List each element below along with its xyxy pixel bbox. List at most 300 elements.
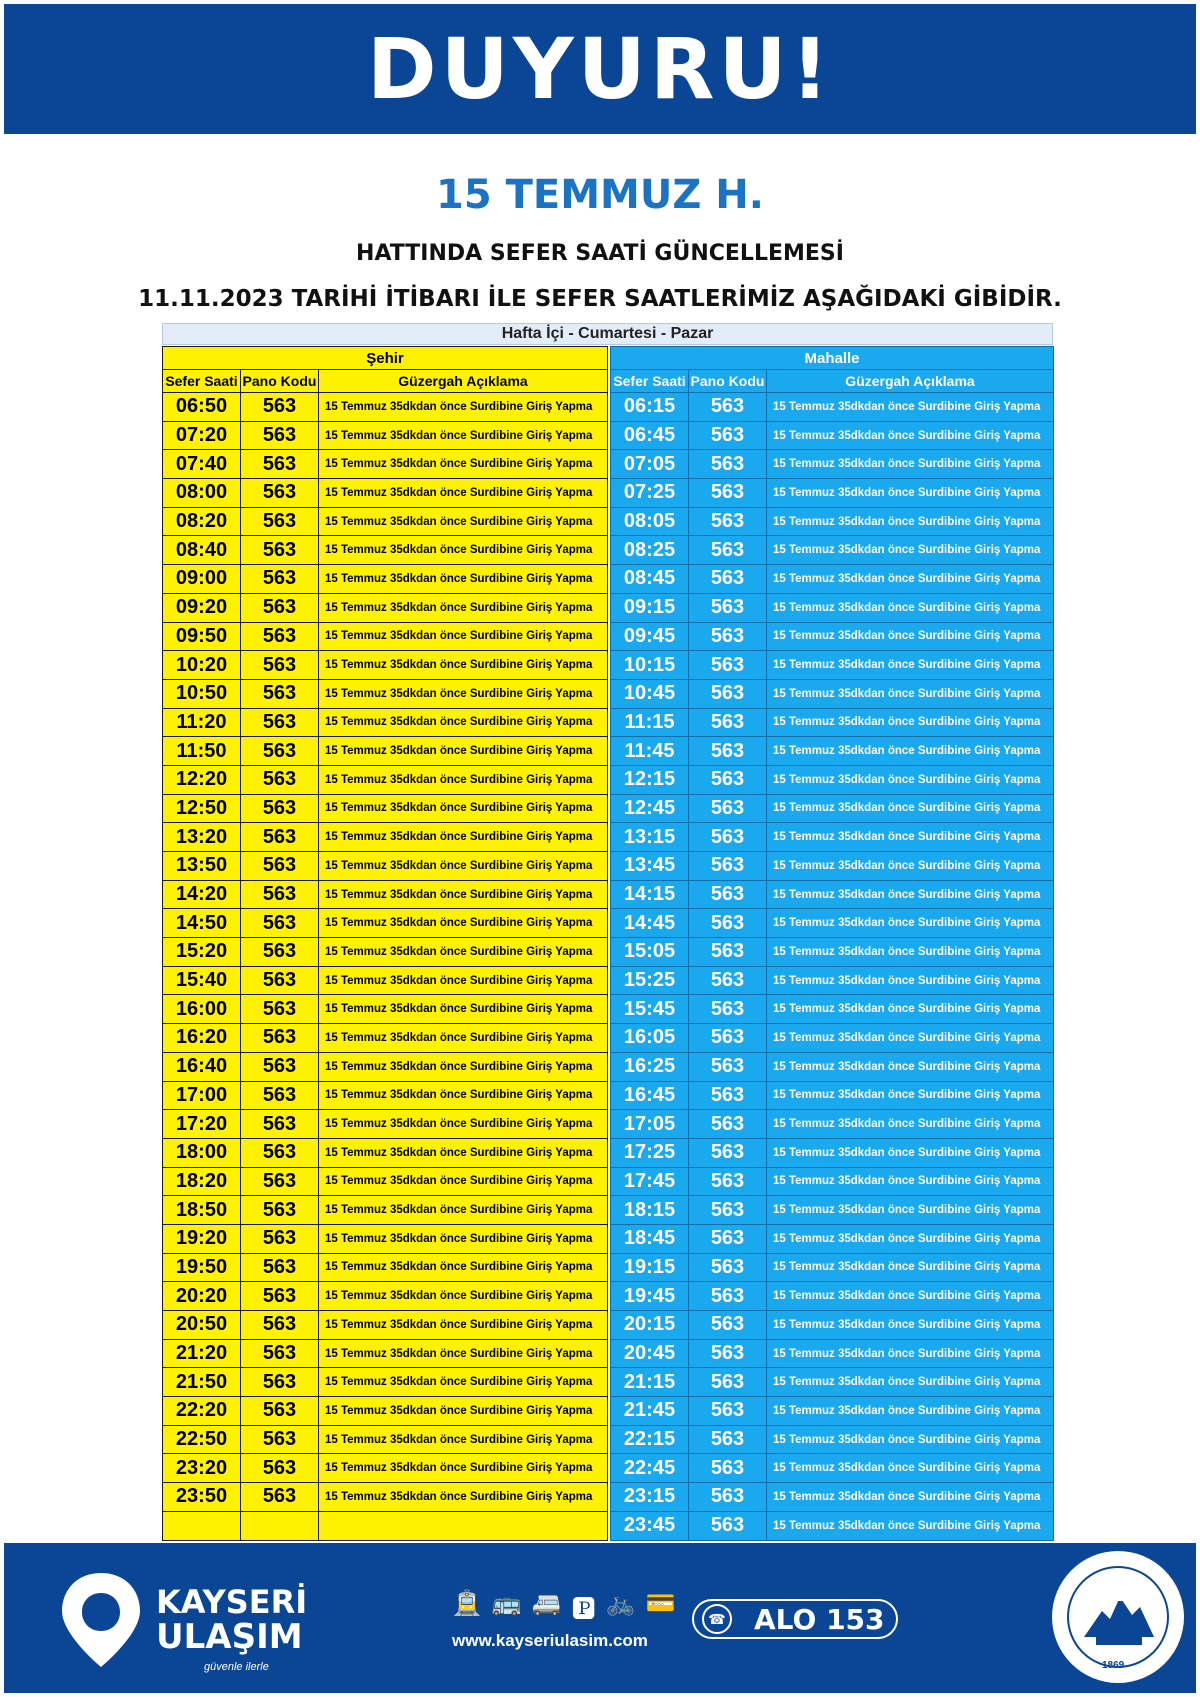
route-description: 15 Temmuz 35dkdan önce Surdibine Giriş Yapma — [767, 1196, 1054, 1225]
departure-time: 22:50 — [163, 1425, 241, 1454]
top-banner — [4, 4, 1196, 134]
table-row — [163, 1138, 608, 1167]
pano-code: 563 — [689, 1397, 767, 1426]
pano-code: 563 — [241, 765, 319, 794]
table-row — [611, 479, 1054, 508]
table-row — [611, 1339, 1054, 1368]
departure-time: 13:20 — [163, 823, 241, 852]
table-row — [611, 708, 1054, 737]
departure-time: 09:50 — [163, 622, 241, 651]
minibus-icon: 🚐 — [531, 1590, 562, 1617]
route-description: 15 Temmuz 35dkdan önce Surdibine Giriş Yapma — [767, 938, 1054, 967]
pano-code: 563 — [689, 1224, 767, 1253]
table-row — [163, 1511, 608, 1540]
pano-code: 563 — [241, 1196, 319, 1225]
departure-time: 20:15 — [611, 1311, 689, 1340]
departure-time: 17:20 — [163, 1110, 241, 1139]
table-row — [611, 1138, 1054, 1167]
footer — [4, 1543, 1196, 1693]
route-description: 15 Temmuz 35dkdan önce Surdibine Giriş Yapma — [319, 507, 608, 536]
announcement-title: DUYURU! — [366, 20, 834, 118]
table-row — [611, 421, 1054, 450]
pano-code: 563 — [689, 479, 767, 508]
pano-code: 563 — [241, 1454, 319, 1483]
route-description: 15 Temmuz 35dkdan önce Surdibine Giriş Yapma — [767, 536, 1054, 565]
pano-code: 563 — [241, 1081, 319, 1110]
table-row — [163, 966, 608, 995]
departure-time: 10:15 — [611, 651, 689, 680]
route-description: 15 Temmuz 35dkdan önce Surdibine Giriş Yapma — [319, 1282, 608, 1311]
departure-time: 17:05 — [611, 1110, 689, 1139]
pano-code: 563 — [241, 536, 319, 565]
departure-time: 20:45 — [611, 1339, 689, 1368]
pano-code: 563 — [241, 708, 319, 737]
route-description: 15 Temmuz 35dkdan önce Surdibine Giriş Yapma — [767, 1282, 1054, 1311]
table-row — [163, 536, 608, 565]
table-row — [163, 1368, 608, 1397]
departure-time: 16:40 — [163, 1052, 241, 1081]
pano-code: 563 — [241, 909, 319, 938]
pano-code: 563 — [689, 852, 767, 881]
route-description: 15 Temmuz 35dkdan önce Surdibine Giriş Yapma — [319, 909, 608, 938]
departure-time: 18:50 — [163, 1196, 241, 1225]
table-row — [163, 1196, 608, 1225]
departure-time: 15:05 — [611, 938, 689, 967]
route-description: 15 Temmuz 35dkdan önce Surdibine Giriş Yapma — [767, 995, 1054, 1024]
departure-time: 18:15 — [611, 1196, 689, 1225]
pano-code: 563 — [689, 966, 767, 995]
table-row — [163, 1282, 608, 1311]
pano-code: 563 — [241, 794, 319, 823]
effective-date-notice: 11.11.2023 TARİHİ İTİBARI İLE SEFER SAATLERİMİZ AŞAĞIDAKİ GİBİDİR. — [138, 286, 1062, 312]
departure-time: 10:45 — [611, 679, 689, 708]
route-description: 15 Temmuz 35dkdan önce Surdibine Giriş Yapma — [767, 450, 1054, 479]
pano-code: 563 — [689, 593, 767, 622]
table-row — [611, 622, 1054, 651]
route-description: 15 Temmuz 35dkdan önce Surdibine Giriş Yapma — [767, 651, 1054, 680]
pano-code: 563 — [241, 852, 319, 881]
route-description: 15 Temmuz 35dkdan önce Surdibine Giriş Yapma — [319, 852, 608, 881]
departure-time: 15:45 — [611, 995, 689, 1024]
pano-code: 563 — [241, 995, 319, 1024]
departure-time: 10:50 — [163, 679, 241, 708]
departure-time: 06:15 — [611, 393, 689, 422]
departure-time: 08:20 — [163, 507, 241, 536]
update-subtitle: HATTINDA SEFER SAATİ GÜNCELLEMESİ — [356, 241, 844, 266]
route-description: 15 Temmuz 35dkdan önce Surdibine Giriş Yapma — [767, 507, 1054, 536]
pano-code: 563 — [689, 1511, 767, 1540]
departure-time: 14:15 — [611, 880, 689, 909]
table-row — [611, 1024, 1054, 1053]
pano-code: 563 — [689, 565, 767, 594]
route-description: 15 Temmuz 35dkdan önce Surdibine Giriş Yapma — [767, 1339, 1054, 1368]
brand-slogan: güvenle ilerle — [204, 1661, 269, 1673]
route-description: 15 Temmuz 35dkdan önce Surdibine Giriş Yapma — [767, 479, 1054, 508]
pano-code: 563 — [689, 823, 767, 852]
departure-time: 08:25 — [611, 536, 689, 565]
pano-code: 563 — [241, 938, 319, 967]
table-row — [163, 679, 608, 708]
kayseri-ulasim-logo — [56, 1565, 356, 1675]
pano-code: 563 — [689, 1253, 767, 1282]
parking-icon: 🅿 — [571, 1596, 596, 1623]
table-row — [163, 708, 608, 737]
route-description: 15 Temmuz 35dkdan önce Surdibine Giriş Yapma — [767, 765, 1054, 794]
table-row — [163, 1253, 608, 1282]
route-description: 15 Temmuz 35dkdan önce Surdibine Giriş Yapma — [319, 651, 608, 680]
pano-code: 563 — [689, 1368, 767, 1397]
table-row — [163, 507, 608, 536]
departure-time — [163, 1511, 241, 1540]
pano-code: 563 — [241, 1368, 319, 1397]
table-row — [163, 823, 608, 852]
pano-code: 563 — [689, 909, 767, 938]
departure-time: 13:45 — [611, 852, 689, 881]
route-description: 15 Temmuz 35dkdan önce Surdibine Giriş Yapma — [767, 880, 1054, 909]
table-row — [611, 995, 1054, 1024]
col-guzergah-aciklama: Güzergah Açıklama — [319, 370, 608, 393]
table-row — [163, 1425, 608, 1454]
pano-code: 563 — [241, 593, 319, 622]
route-description: 15 Temmuz 35dkdan önce Surdibine Giriş Yapma — [767, 794, 1054, 823]
pano-code: 563 — [689, 1081, 767, 1110]
pano-code: 563 — [241, 966, 319, 995]
departure-time: 06:45 — [611, 421, 689, 450]
route-description: 15 Temmuz 35dkdan önce Surdibine Giriş Yapma — [767, 1511, 1054, 1540]
pano-code: 563 — [241, 1425, 319, 1454]
table-row — [163, 737, 608, 766]
departure-time: 22:15 — [611, 1425, 689, 1454]
table-row — [611, 1253, 1054, 1282]
table-row — [611, 823, 1054, 852]
table-row — [611, 1397, 1054, 1426]
phone-icon: ☎ — [702, 1604, 732, 1634]
table-row — [163, 593, 608, 622]
col-sefer-saati: Sefer Saati — [611, 370, 689, 393]
hotline-badge[interactable] — [692, 1599, 898, 1639]
table-row — [611, 393, 1054, 422]
route-description: 15 Temmuz 35dkdan önce Surdibine Giriş Yapma — [767, 708, 1054, 737]
pano-code: 563 — [241, 1138, 319, 1167]
route-description: 15 Temmuz 35dkdan önce Surdibine Giriş Yapma — [767, 1368, 1054, 1397]
pano-code: 563 — [689, 1138, 767, 1167]
table-row — [163, 1052, 608, 1081]
route-description: 15 Temmuz 35dkdan önce Surdibine Giriş Yapma — [319, 1224, 608, 1253]
departure-time: 13:50 — [163, 852, 241, 881]
pano-code: 563 — [241, 737, 319, 766]
table-row — [611, 536, 1054, 565]
pano-code: 563 — [689, 1483, 767, 1512]
route-description: 15 Temmuz 35dkdan önce Surdibine Giriş Yapma — [319, 1138, 608, 1167]
departure-time: 17:45 — [611, 1167, 689, 1196]
route-description: 15 Temmuz 35dkdan önce Surdibine Giriş Yapma — [319, 593, 608, 622]
table-row — [163, 794, 608, 823]
route-description: 15 Temmuz 35dkdan önce Surdibine Giriş Yapma — [319, 966, 608, 995]
pano-code: 563 — [241, 450, 319, 479]
bus-icon: 🚌 — [491, 1590, 522, 1617]
table-row — [163, 651, 608, 680]
route-description — [319, 1511, 608, 1540]
departure-time: 14:50 — [163, 909, 241, 938]
pano-code: 563 — [689, 995, 767, 1024]
departure-time: 12:20 — [163, 765, 241, 794]
pano-code: 563 — [241, 1052, 319, 1081]
route-description: 15 Temmuz 35dkdan önce Surdibine Giriş Yapma — [319, 479, 608, 508]
table-row — [163, 909, 608, 938]
tram-icon: 🚊 — [452, 1590, 482, 1617]
departure-time: 11:20 — [163, 708, 241, 737]
departure-time: 23:15 — [611, 1483, 689, 1512]
col-pano-kodu: Pano Kodu — [689, 370, 767, 393]
website-link[interactable]: www.kayseriulasim.com — [452, 1631, 648, 1650]
departure-time: 08:05 — [611, 507, 689, 536]
pano-code: 563 — [241, 1167, 319, 1196]
seal-year: 1869 — [1102, 1660, 1125, 1671]
route-description: 15 Temmuz 35dkdan önce Surdibine Giriş Yapma — [319, 1454, 608, 1483]
route-description: 15 Temmuz 35dkdan önce Surdibine Giriş Yapma — [767, 1311, 1054, 1340]
table-row — [611, 1224, 1054, 1253]
departure-time: 21:15 — [611, 1368, 689, 1397]
departure-time: 16:20 — [163, 1024, 241, 1053]
brand-line1: KAYSERİ — [156, 1583, 308, 1621]
table-row — [163, 565, 608, 594]
route-description: 15 Temmuz 35dkdan önce Surdibine Giriş Yapma — [319, 995, 608, 1024]
pano-code — [241, 1511, 319, 1540]
pano-code: 563 — [241, 1339, 319, 1368]
departure-time: 07:05 — [611, 450, 689, 479]
route-description: 15 Temmuz 35dkdan önce Surdibine Giriş Yapma — [319, 1081, 608, 1110]
pano-code: 563 — [689, 1454, 767, 1483]
pano-code: 563 — [689, 536, 767, 565]
table-row — [163, 852, 608, 881]
route-description: 15 Temmuz 35dkdan önce Surdibine Giriş Yapma — [319, 450, 608, 479]
route-description: 15 Temmuz 35dkdan önce Surdibine Giriş Yapma — [767, 1081, 1054, 1110]
route-description: 15 Temmuz 35dkdan önce Surdibine Giriş Yapma — [319, 1196, 608, 1225]
pano-code: 563 — [689, 1167, 767, 1196]
table-row — [611, 450, 1054, 479]
table-row — [611, 1454, 1054, 1483]
pano-code: 563 — [689, 737, 767, 766]
route-description: 15 Temmuz 35dkdan önce Surdibine Giriş Yapma — [767, 679, 1054, 708]
departure-time: 09:20 — [163, 593, 241, 622]
hotline-number: ALO 153 — [754, 1602, 885, 1636]
route-description: 15 Temmuz 35dkdan önce Surdibine Giriş Yapma — [319, 622, 608, 651]
departure-time: 07:25 — [611, 479, 689, 508]
departure-time: 22:20 — [163, 1397, 241, 1426]
brand-line2: ULAŞIM — [156, 1617, 303, 1657]
departure-time: 19:45 — [611, 1282, 689, 1311]
departure-time: 09:00 — [163, 565, 241, 594]
route-description: 15 Temmuz 35dkdan önce Surdibine Giriş Yapma — [767, 1110, 1054, 1139]
route-description: 15 Temmuz 35dkdan önce Surdibine Giriş Yapma — [319, 679, 608, 708]
route-description: 15 Temmuz 35dkdan önce Surdibine Giriş Yapma — [767, 1024, 1054, 1053]
departure-time: 15:25 — [611, 966, 689, 995]
table-row — [611, 909, 1054, 938]
route-description: 15 Temmuz 35dkdan önce Surdibine Giriş Yapma — [767, 421, 1054, 450]
departure-time: 07:20 — [163, 421, 241, 450]
departure-time: 13:15 — [611, 823, 689, 852]
col-sefer-saati: Sefer Saati — [163, 370, 241, 393]
table-row — [163, 393, 608, 422]
table-row — [611, 765, 1054, 794]
pano-code: 563 — [241, 1282, 319, 1311]
route-description: 15 Temmuz 35dkdan önce Surdibine Giriş Yapma — [319, 1339, 608, 1368]
departure-time: 23:20 — [163, 1454, 241, 1483]
table-row — [163, 1483, 608, 1512]
table-row — [611, 1311, 1054, 1340]
table-row — [611, 679, 1054, 708]
location-pin-icon — [56, 1565, 146, 1675]
pano-code: 563 — [241, 1110, 319, 1139]
departure-time: 21:20 — [163, 1339, 241, 1368]
table-row — [163, 995, 608, 1024]
table-row — [611, 737, 1054, 766]
route-description: 15 Temmuz 35dkdan önce Surdibine Giriş Yapma — [319, 1397, 608, 1426]
pano-code: 563 — [689, 794, 767, 823]
line-name: 15 TEMMUZ H. — [436, 172, 764, 218]
departure-time: 22:45 — [611, 1454, 689, 1483]
route-description: 15 Temmuz 35dkdan önce Surdibine Giriş Yapma — [767, 909, 1054, 938]
departure-time: 17:25 — [611, 1138, 689, 1167]
route-description: 15 Temmuz 35dkdan önce Surdibine Giriş Yapma — [319, 421, 608, 450]
service-days: Hafta İçi - Cumartesi - Pazar — [162, 323, 1053, 345]
pano-code: 563 — [689, 1024, 767, 1053]
route-description: 15 Temmuz 35dkdan önce Surdibine Giriş Yapma — [319, 823, 608, 852]
table-row — [611, 852, 1054, 881]
table-row — [611, 1167, 1054, 1196]
sehir-timetable — [162, 346, 608, 1541]
pano-code: 563 — [689, 507, 767, 536]
col-guzergah-aciklama: Güzergah Açıklama — [767, 370, 1054, 393]
pano-code: 563 — [241, 622, 319, 651]
departure-time: 21:45 — [611, 1397, 689, 1426]
departure-time: 12:50 — [163, 794, 241, 823]
table-row — [611, 1282, 1054, 1311]
departure-time: 19:15 — [611, 1253, 689, 1282]
transport-icons — [452, 1589, 675, 1624]
pano-code: 563 — [689, 679, 767, 708]
route-description: 15 Temmuz 35dkdan önce Surdibine Giriş Yapma — [767, 1454, 1054, 1483]
departure-time: 20:50 — [163, 1311, 241, 1340]
departure-time: 20:20 — [163, 1282, 241, 1311]
route-description: 15 Temmuz 35dkdan önce Surdibine Giriş Yapma — [767, 1425, 1054, 1454]
pano-code: 563 — [689, 1282, 767, 1311]
table-row — [611, 966, 1054, 995]
route-description: 15 Temmuz 35dkdan önce Surdibine Giriş Yapma — [319, 880, 608, 909]
table-row — [611, 794, 1054, 823]
departure-time: 16:25 — [611, 1052, 689, 1081]
pano-code: 563 — [241, 421, 319, 450]
route-description: 15 Temmuz 35dkdan önce Surdibine Giriş Yapma — [767, 1483, 1054, 1512]
table-row — [611, 593, 1054, 622]
table-row — [611, 1081, 1054, 1110]
table-row — [163, 1339, 608, 1368]
route-description: 15 Temmuz 35dkdan önce Surdibine Giriş Yapma — [767, 1224, 1054, 1253]
table-row — [611, 1483, 1054, 1512]
route-description: 15 Temmuz 35dkdan önce Surdibine Giriş Yapma — [767, 1397, 1054, 1426]
pano-code: 563 — [241, 1224, 319, 1253]
route-description: 15 Temmuz 35dkdan önce Surdibine Giriş Yapma — [319, 1425, 608, 1454]
departure-time: 12:45 — [611, 794, 689, 823]
pano-code: 563 — [241, 679, 319, 708]
pano-code: 563 — [241, 1311, 319, 1340]
route-description: 15 Temmuz 35dkdan önce Surdibine Giriş Yapma — [767, 1253, 1054, 1282]
route-description: 15 Temmuz 35dkdan önce Surdibine Giriş Yapma — [319, 765, 608, 794]
departure-time: 10:20 — [163, 651, 241, 680]
pano-code: 563 — [689, 651, 767, 680]
departure-time: 16:45 — [611, 1081, 689, 1110]
table-row — [611, 1052, 1054, 1081]
route-description: 15 Temmuz 35dkdan önce Surdibine Giriş Yapma — [319, 708, 608, 737]
departure-time: 09:45 — [611, 622, 689, 651]
route-description: 15 Temmuz 35dkdan önce Surdibine Giriş Yapma — [319, 1167, 608, 1196]
route-description: 15 Temmuz 35dkdan önce Surdibine Giriş Yapma — [767, 852, 1054, 881]
departure-time: 12:15 — [611, 765, 689, 794]
route-description: 15 Temmuz 35dkdan önce Surdibine Giriş Yapma — [319, 1483, 608, 1512]
table-row — [163, 1081, 608, 1110]
route-description: 15 Temmuz 35dkdan önce Surdibine Giriş Yapma — [319, 536, 608, 565]
table-row — [163, 1110, 608, 1139]
departure-time: 18:00 — [163, 1138, 241, 1167]
departure-time: 08:00 — [163, 479, 241, 508]
table-row — [163, 1224, 608, 1253]
departure-time: 23:50 — [163, 1483, 241, 1512]
departure-time: 16:05 — [611, 1024, 689, 1053]
mahalle-timetable — [610, 346, 1054, 1541]
route-description: 15 Temmuz 35dkdan önce Surdibine Giriş Yapma — [767, 966, 1054, 995]
route-description: 15 Temmuz 35dkdan önce Surdibine Giriş Yapma — [767, 565, 1054, 594]
route-description: 15 Temmuz 35dkdan önce Surdibine Giriş Yapma — [319, 1311, 608, 1340]
pano-code: 563 — [689, 393, 767, 422]
pano-code: 563 — [241, 880, 319, 909]
departure-time: 08:45 — [611, 565, 689, 594]
table-row — [163, 450, 608, 479]
pano-code: 563 — [689, 1110, 767, 1139]
table-row — [611, 507, 1054, 536]
pano-code: 563 — [241, 1397, 319, 1426]
route-description: 15 Temmuz 35dkdan önce Surdibine Giriş Yapma — [319, 737, 608, 766]
departure-time: 18:20 — [163, 1167, 241, 1196]
table-row — [611, 1425, 1054, 1454]
table-row — [163, 421, 608, 450]
departure-time: 14:20 — [163, 880, 241, 909]
route-description: 15 Temmuz 35dkdan önce Surdibine Giriş Yapma — [319, 1110, 608, 1139]
route-description: 15 Temmuz 35dkdan önce Surdibine Giriş Yapma — [767, 823, 1054, 852]
pano-code: 563 — [241, 393, 319, 422]
route-description: 15 Temmuz 35dkdan önce Surdibine Giriş Yapma — [319, 565, 608, 594]
table-row — [611, 1110, 1054, 1139]
table-row — [611, 1368, 1054, 1397]
departure-time: 11:50 — [163, 737, 241, 766]
pano-code: 563 — [241, 651, 319, 680]
table-row — [611, 651, 1054, 680]
route-description: 15 Temmuz 35dkdan önce Surdibine Giriş Yapma — [767, 1052, 1054, 1081]
departure-time: 08:40 — [163, 536, 241, 565]
departure-time: 11:15 — [611, 708, 689, 737]
route-description: 15 Temmuz 35dkdan önce Surdibine Giriş Yapma — [319, 1368, 608, 1397]
pano-code: 563 — [689, 1311, 767, 1340]
pano-code: 563 — [241, 507, 319, 536]
departure-time: 15:20 — [163, 938, 241, 967]
route-description: 15 Temmuz 35dkdan önce Surdibine Giriş Yapma — [767, 393, 1054, 422]
route-description: 15 Temmuz 35dkdan önce Surdibine Giriş Yapma — [767, 1138, 1054, 1167]
departure-time: 21:50 — [163, 1368, 241, 1397]
departure-time: 09:15 — [611, 593, 689, 622]
route-description: 15 Temmuz 35dkdan önce Surdibine Giriş Yapma — [319, 393, 608, 422]
departure-time: 19:50 — [163, 1253, 241, 1282]
route-description: 15 Temmuz 35dkdan önce Surdibine Giriş Yapma — [319, 1253, 608, 1282]
pano-code: 563 — [689, 765, 767, 794]
